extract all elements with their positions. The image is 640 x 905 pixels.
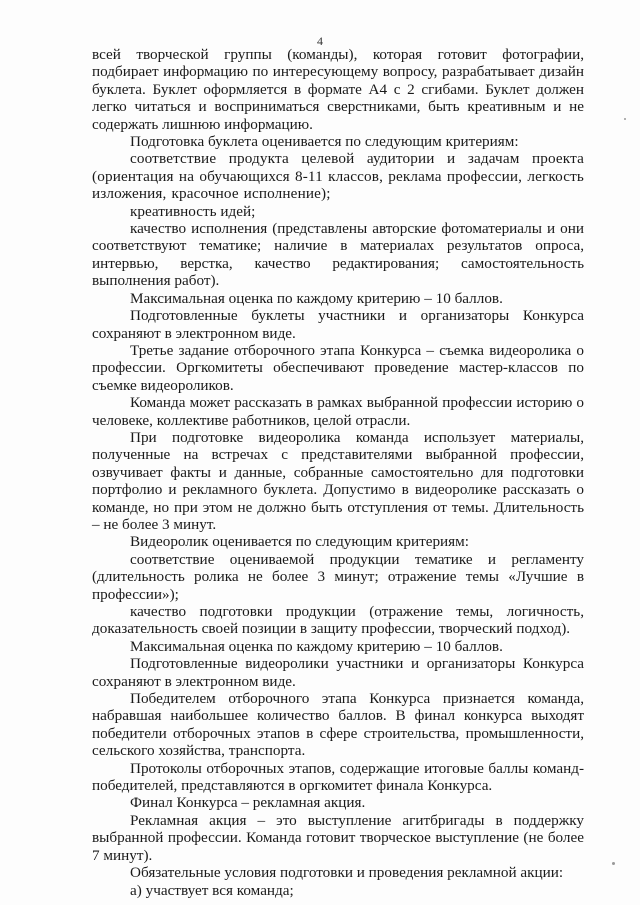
- paragraph: Финал Конкурса – рекламная акция.: [130, 794, 366, 812]
- paragraph: Рекламная акция – это выступление агитбригады в поддержку выбранной профессии. Команда готовит творческое выступление (не более 7 минут).: [92, 811, 584, 864]
- document-body: [92, 46, 584, 899]
- paragraph: При подготовке видеоролика команда использует материалы, полученные на встречах с представителями выбранной профессии, озвучивает факты и данные, собранные самостоятельно для подготовки портфолио и рекламного буклета. Допустимо в видеоролике рассказать о команде, но при этом не должно быть отступления от темы. Длительность – не более 3 минут.: [92, 428, 584, 533]
- paragraph: соответствие оцениваемой продукции тематике и регламенту (длительность ролика не более 3 минут; отражение темы «Лучшие в профессии»);: [92, 550, 584, 603]
- paragraph: а) участвует вся команда;: [130, 881, 294, 899]
- page-number: 4: [317, 34, 323, 48]
- paragraph: Команда может рассказать в рамках выбранной профессии историю о человеке, коллективе работников, целой отрасли.: [92, 394, 584, 429]
- paragraph: качество исполнения (представлены авторские фотоматериалы и они соответствуют тематике; наличие в материалах результатов опроса, интервью, верстка, качество редактирования; самостоятельность выполнения работ).: [92, 220, 584, 290]
- paragraph: Третье задание отборочного этапа Конкурса – съемка видеоролика о профессии. Оргкомитеты обеспечивают проведение мастер-классов по съемке видеороликов.: [92, 341, 584, 394]
- paragraph: креативность идей;: [130, 202, 256, 220]
- paragraph: Подготовка буклета оценивается по следующим критериям:: [130, 133, 519, 151]
- paragraph: всей творческой группы (команды), которая готовит фотографии, подбирает информацию по интересующему вопросу, разрабатывает дизайн буклета. Буклет оформляется в формате А4 с 2 сгибами. Буклет должен легко читаться и восприниматься сверстниками, быть креативным и не содержать лишнюю информацию.: [92, 46, 584, 133]
- paragraph: качество подготовки продукции (отражение темы, логичность, доказательность своей позиции в защиту профессии, творческий подход).: [92, 603, 584, 638]
- scan-speck: [612, 862, 615, 865]
- paragraph: Протоколы отборочных этапов, содержащие итоговые баллы команд-победителей, представляются в оргкомитет финала Конкурса.: [92, 759, 584, 795]
- paragraph: Обязательные условия подготовки и проведения рекламной акции:: [130, 864, 564, 882]
- paragraph: Максимальная оценка по каждому критерию – 10 баллов.: [130, 637, 503, 655]
- paragraph: Подготовленные буклеты участники и организаторы Конкурса сохраняют в электронном виде.: [92, 307, 584, 342]
- paragraph: соответствие продукта целевой аудитории и задачам проекта (ориентация на обучающихся 8-11 классов, реклама профессии, легкость изложения, красочное исполнение);: [92, 150, 584, 203]
- paragraph: Максимальная оценка по каждому критерию – 10 баллов.: [130, 289, 503, 307]
- scan-speck: [624, 118, 626, 120]
- paragraph: Видеоролик оценивается по следующим критериям:: [130, 533, 469, 551]
- paragraph: Победителем отборочного этапа Конкурса признается команда, набравшая наибольшее количество баллов. В финал конкурса выходят победители отборочных этапов в сфере строительства, промышленности, сельского хозяйства, транспорта.: [92, 690, 584, 760]
- paragraph: Подготовленные видеоролики участники и организаторы Конкурса сохраняют в электронном виде.: [92, 655, 584, 690]
